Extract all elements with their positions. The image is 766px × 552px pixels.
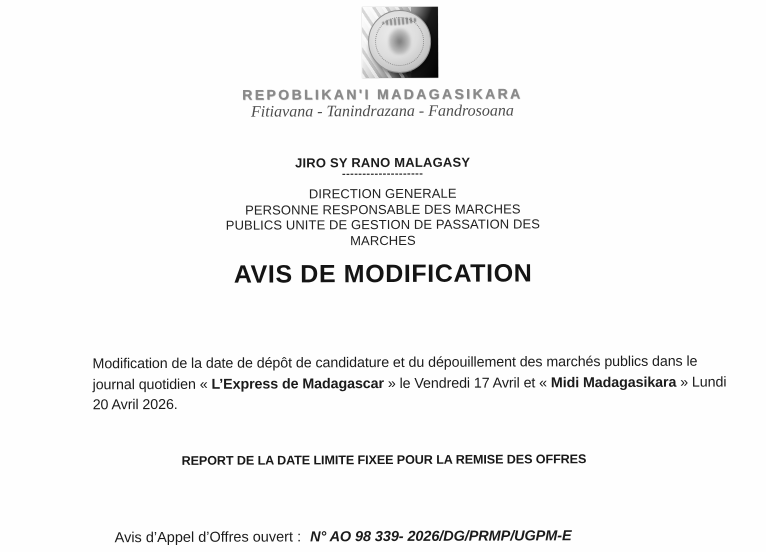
republic-title: REPOBLIKAN'I MADAGASIKARA <box>242 85 523 103</box>
dashed-divider: -------------------- <box>342 167 424 181</box>
modification-paragraph <box>92 352 726 416</box>
tender-reference-line <box>91 512 571 552</box>
national-motto: Fitiavana - Tanindrazana - Fandrosoana <box>250 102 514 121</box>
paragraph-text: journal quotidien « <box>92 376 212 393</box>
document-title: AVIS DE MODIFICATION <box>233 259 533 289</box>
department-block <box>7 184 759 250</box>
paragraph-line-1 <box>92 352 726 375</box>
document-content <box>6 0 766 552</box>
department-line-3: PUBLICS UNITE DE GESTION DE PASSATION DES <box>225 216 541 234</box>
paragraph-line-3 <box>93 393 727 416</box>
department-line-2: PERSONNE RESPONSABLE DES MARCHES <box>245 201 521 218</box>
madagascar-state-seal-icon <box>362 7 438 78</box>
department-line-1: DIRECTION GENERALE <box>308 185 457 202</box>
department-line-4: MARCHES <box>350 232 416 249</box>
paragraph-text: » Lundi <box>676 374 727 391</box>
company-name: JIRO SY RANO MALAGASY <box>295 154 471 171</box>
tender-label: Avis d’Appel d’Offres ouvert : <box>114 529 302 547</box>
paragraph-text: Modification de la date de dépôt de candidature et du dépouillement des marchés publics dans le <box>92 353 698 373</box>
tender-reference-number: N° AO 98 339- 2026/DG/PRMP/UGPM-E <box>310 528 572 546</box>
seal-center-figure <box>388 28 411 55</box>
paragraph-line-2 <box>93 372 727 395</box>
journal-name-lexpress: L’Express de Madagascar <box>211 375 384 393</box>
paragraph-text: » le Vendredi 17 Avril et « <box>383 374 551 392</box>
journal-name-midi: Midi Madagasikara <box>550 374 677 391</box>
paragraph-text: 20 Avril 2026. <box>92 396 178 414</box>
report-subheading: REPORT DE LA DATE LIMITE FIXEE POUR LA REMISE DES OFFRES <box>181 452 587 468</box>
seal-coin-emblem <box>368 10 431 73</box>
